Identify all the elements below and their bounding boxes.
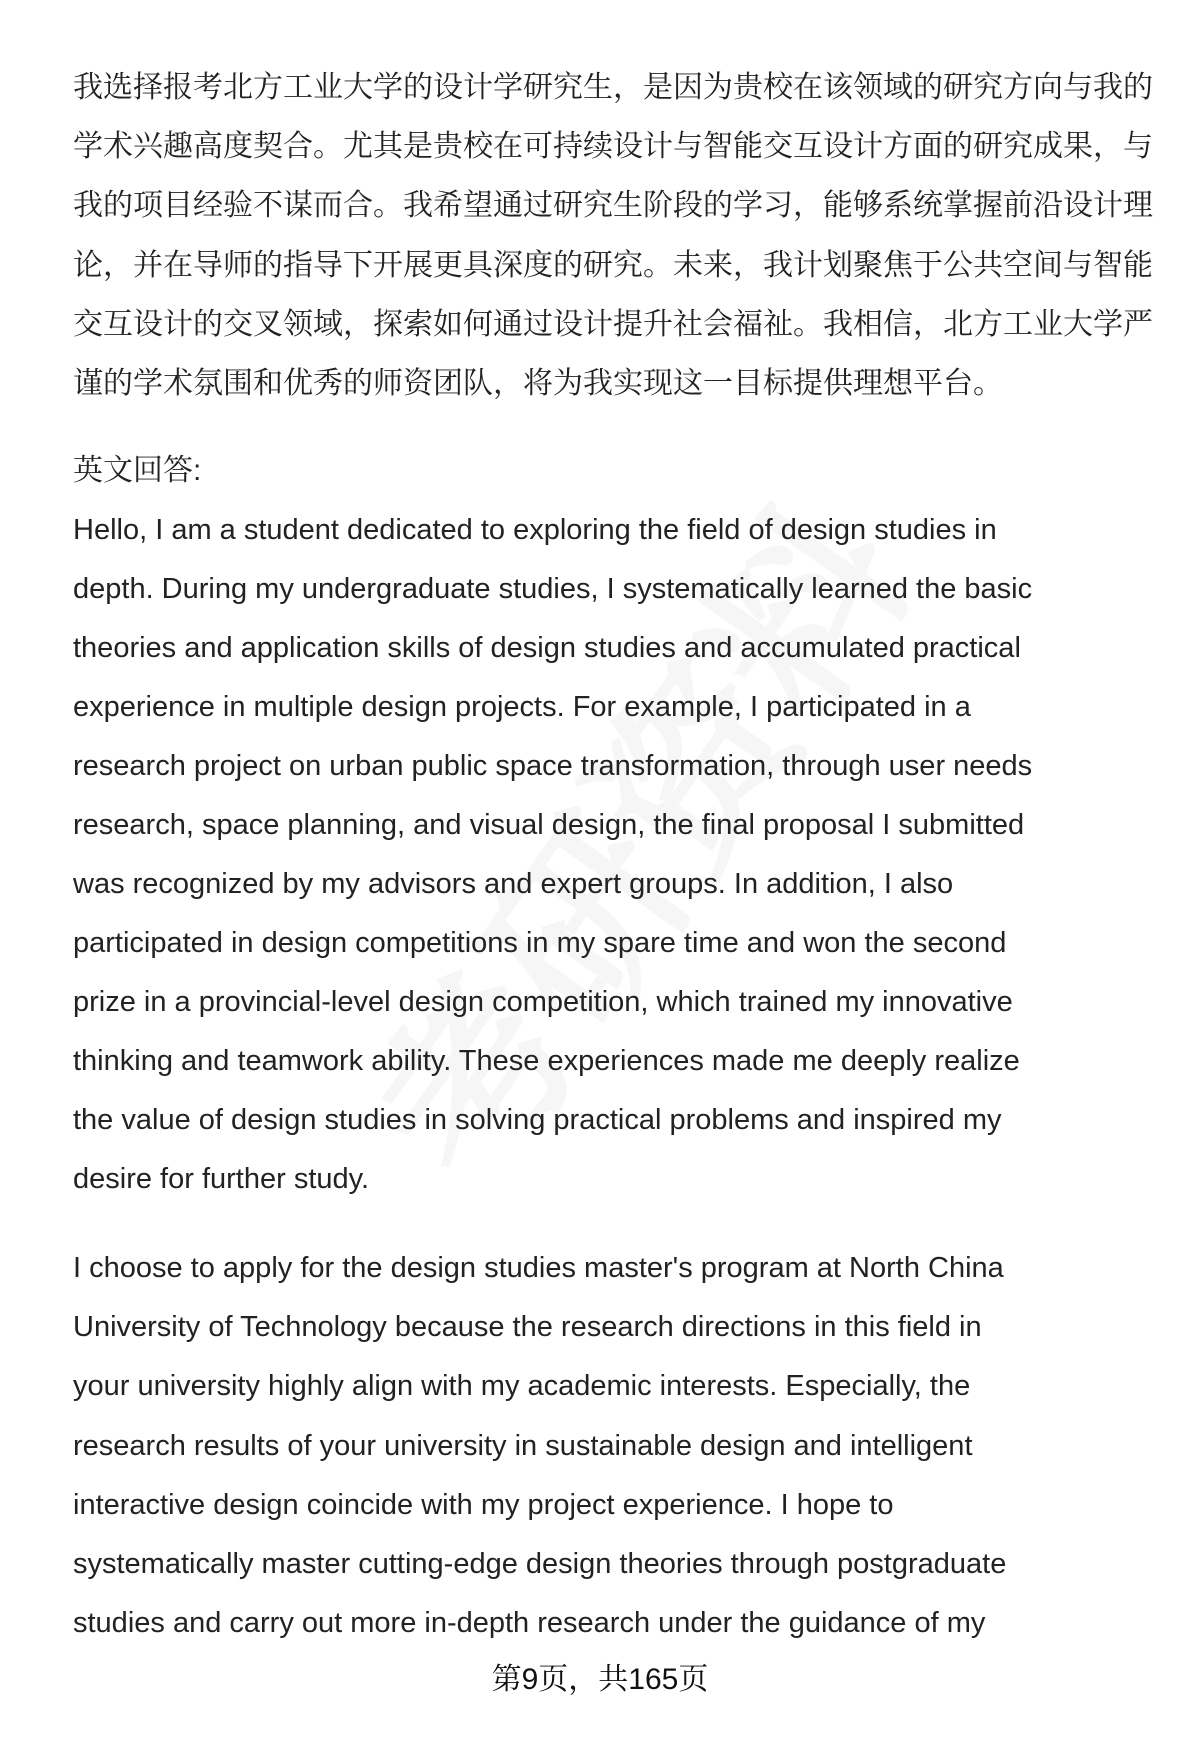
text-line: research project on urban public space transformation, through user needs (73, 750, 1033, 782)
text-line: research, space planning, and visual design, the final proposal I submitted (73, 809, 1025, 841)
english-answer-heading: 英文回答: (73, 454, 202, 487)
text-line: studies and carry out more in-depth research under the guidance of my (73, 1607, 986, 1640)
text-line: experience in multiple design projects. For example, I participated in a (73, 691, 971, 723)
text-line: Hello, I am a student dedicated to exploring the field of design studies in (73, 514, 997, 546)
text-line: your university highly align with my academic interests. Especially, the (73, 1370, 971, 1403)
text-line: interactive design coincide with my project experience. I hope to (73, 1488, 894, 1521)
text-line: depth. During my undergraduate studies, I systematically learned the basic (73, 573, 1033, 605)
text-line: research results of your university in sustainable design and intelligent (73, 1429, 973, 1462)
text-line: 论，并在导师的指导下开展更具深度的研究。未来，我计划聚焦于公共空间与智能 (73, 248, 1153, 282)
text-line: 我的项目经验不谋而合。我希望通过研究生阶段的学习，能够系统掌握前沿设计理 (73, 189, 1153, 223)
text-line: prize in a provincial-level design competition, which trained my innovative (73, 986, 1013, 1018)
text-line: 我选择报考北方工业大学的设计学研究生，是因为贵校在该领域的研究方向与我的 (73, 71, 1153, 104)
text-line: 交互设计的交叉领域，探索如何通过设计提升社会福祉。我相信，北方工业大学严 (73, 307, 1153, 341)
text-line: 学术兴趣高度契合。尤其是贵校在可持续设计与智能交互设计方面的研究成果，与 (73, 130, 1153, 164)
text-line: desire for further study. (73, 1163, 370, 1195)
text-line: the value of design studies in solving practical problems and inspired my (73, 1104, 1002, 1136)
text-line: participated in design competitions in my spare time and won the second (73, 927, 1007, 959)
page-number: 第9页，共165页 (491, 1663, 709, 1696)
text-line: was recognized by my advisors and expert groups. In addition, I also (73, 868, 954, 900)
text-line: I choose to apply for the design studies master's program at North China (73, 1252, 1004, 1284)
text-line: systematically master cutting-edge design theories through postgraduate (73, 1548, 1007, 1580)
text-line: theories and application skills of design studies and accumulated practical (73, 632, 1021, 664)
text-line: thinking and teamwork ability. These experiences made me deeply realize (73, 1045, 1020, 1077)
text-line: 谨的学术氛围和优秀的师资团队，将为我实现这一目标提供理想平台。 (73, 367, 1003, 400)
text-line: University of Technology because the research directions in this field in (73, 1311, 982, 1344)
